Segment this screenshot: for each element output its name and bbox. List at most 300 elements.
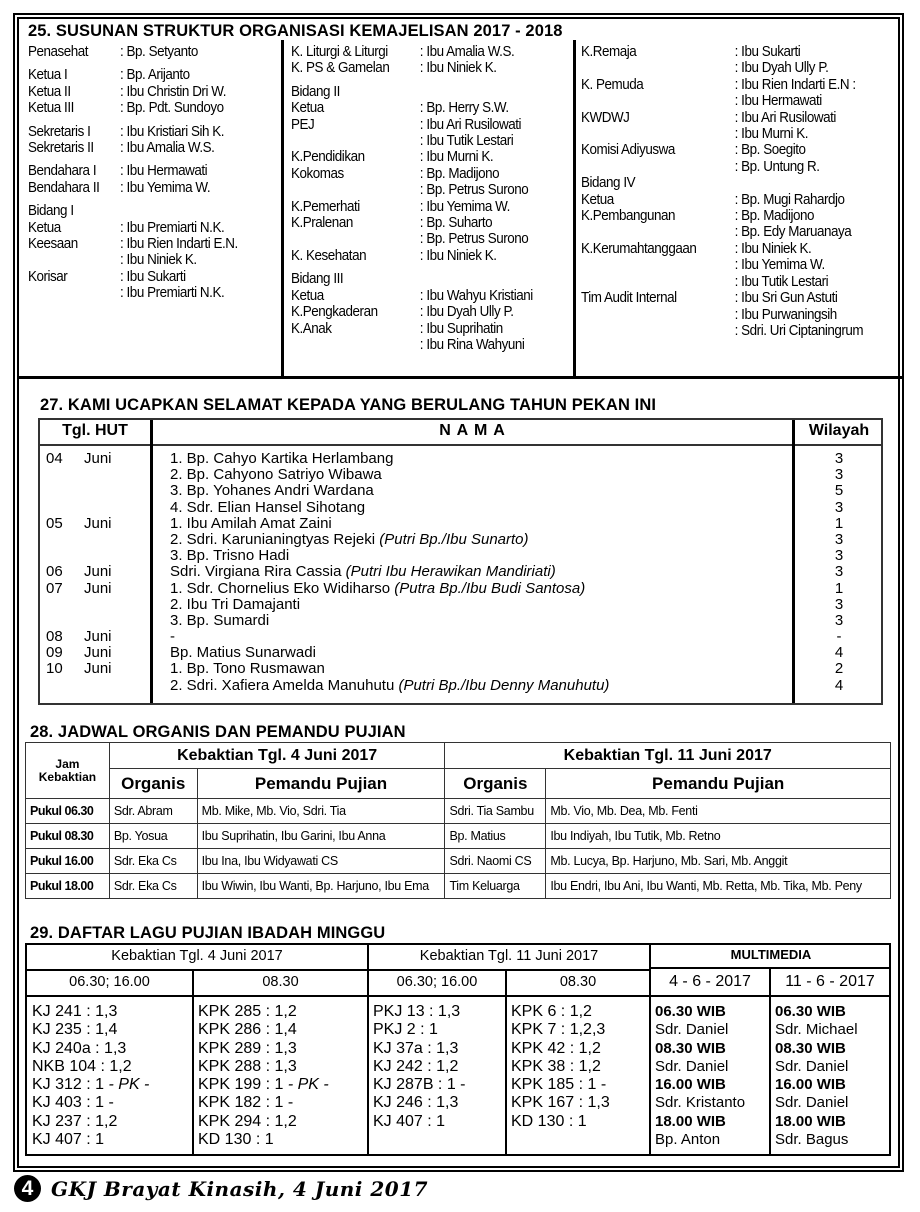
org-row	[291, 288, 567, 304]
month: Juni	[84, 644, 112, 662]
org-member: : Bp. Untung R.	[734, 158, 820, 175]
person-name: Bp. Matius Sunarwadi	[170, 644, 316, 662]
song-item: KPK 38 : 1,2	[511, 1057, 601, 1075]
song-ref: KJ 312 : 1	[32, 1076, 105, 1094]
song-item	[198, 1076, 329, 1094]
org-role: Bidang IV	[581, 175, 636, 192]
section-28-title: 28. JADWAL ORGANIS DAN PEMANDU PUJIAN	[30, 723, 406, 741]
org-row	[291, 166, 567, 182]
org-role: K.Anak	[291, 320, 332, 337]
org-role	[581, 159, 735, 175]
spacer	[28, 60, 276, 67]
birthday-date	[46, 467, 112, 483]
service-time: Pukul 06.30	[26, 799, 110, 824]
header-organist-2: Organis	[445, 769, 546, 799]
org-row	[581, 126, 894, 142]
org-member: : Bp. Madijono	[734, 208, 815, 225]
section-29-title: 29. DAFTAR LAGU PUJIAN IBADAH MINGGU	[30, 924, 386, 942]
org-member: : Sdri. Uri Ciptaningrum	[734, 322, 864, 339]
org-row	[581, 257, 894, 273]
multimedia-11-june	[775, 1003, 858, 1149]
song-item: KPK 294 : 1,2	[198, 1112, 297, 1130]
person-name: 4. Sdr. Elian Hansel Sihotang	[170, 498, 366, 516]
org-row	[581, 77, 894, 93]
person-name: 2. Sdri. Karunianingtyas Rejeki	[170, 530, 376, 548]
org-row	[291, 133, 567, 149]
organist-schedule-table	[25, 742, 891, 899]
org-member: : Ibu Dyah Ully P.	[419, 304, 514, 321]
song-item: KPK 285 : 1,2	[198, 1003, 297, 1020]
page-number-badge: 4	[14, 1175, 41, 1202]
org-member: : Ibu Niniek K.	[419, 60, 497, 77]
org-row	[581, 175, 894, 191]
column-divider	[281, 40, 284, 376]
org-role	[581, 274, 735, 290]
org-row	[291, 60, 567, 76]
org-role: Kokomas	[291, 165, 344, 182]
song-item: KJ 407 : 1	[32, 1131, 105, 1149]
page-footer	[14, 1175, 428, 1202]
org-role	[581, 257, 735, 273]
org-row	[28, 84, 276, 100]
org-role: Bendahara I	[28, 163, 97, 180]
birthday-date	[46, 581, 112, 597]
person-name: 1. Bp. Tono Rusmawan	[170, 660, 325, 678]
mm-time: 06.30 WIB	[655, 1003, 726, 1020]
org-member: : Ibu Suprihatin	[419, 320, 503, 337]
mm-time: 18.00 WIB	[775, 1112, 846, 1130]
worship-leaders-2: Ibu Endri, Ibu Ani, Ibu Wanti, Mb. Retta, Mb. Tika, Mb. Peny	[546, 874, 891, 899]
song-item: KPK 7 : 1,2,3	[511, 1021, 606, 1039]
org-row	[581, 110, 894, 126]
org-member: : Ibu Rina Wahyuni	[419, 336, 525, 353]
org-member: : Ibu Rien Indarti E.N :	[734, 76, 856, 93]
birthday-name	[170, 467, 609, 483]
org-row	[28, 163, 276, 179]
org-row	[291, 215, 567, 231]
org-row	[291, 199, 567, 215]
org-member: : Ibu Wahyu Kristiani	[419, 287, 533, 304]
song-item: KJ 241 : 1,3	[32, 1003, 118, 1020]
mm-time: 16.00 WIB	[655, 1076, 726, 1094]
birthday-name	[170, 597, 609, 613]
org-member: : Ibu Kristiari Sih K.	[120, 123, 225, 140]
song-item: KJ 235 : 1,4	[32, 1021, 118, 1039]
birthday-regions	[795, 451, 883, 694]
org-member: : Ibu Amalia W.S.	[120, 140, 215, 157]
org-row	[581, 142, 894, 158]
spacer	[28, 196, 276, 203]
org-row	[581, 93, 894, 109]
org-role: K. Kesehatan	[291, 247, 367, 264]
org-member: : Ibu Amalia W.S.	[419, 44, 515, 60]
org-role	[581, 126, 735, 142]
org-role: K.Kerumahtanggaan	[581, 240, 697, 257]
mm-time: 08.30 WIB	[655, 1039, 726, 1057]
region: -	[836, 628, 842, 646]
organist-1: Sdr. Eka Cs	[109, 849, 197, 874]
org-role: Bidang II	[291, 83, 340, 100]
divider	[505, 969, 507, 1154]
org-row	[291, 117, 567, 133]
spacer	[28, 117, 276, 124]
org-member: : Bp. Mugi Rahardjo	[734, 191, 845, 208]
org-role: K. Liturgi & Liturgi	[291, 44, 388, 60]
org-role: Tim Audit Internal	[581, 290, 677, 307]
mm-operator: Bp. Anton	[655, 1131, 721, 1149]
org-member: : Ibu Ari Rusilowati	[419, 116, 522, 133]
org-role: Komisi Adiyuswa	[581, 142, 675, 159]
org-role	[28, 285, 120, 301]
birthday-date	[46, 483, 112, 499]
region: 1	[834, 579, 844, 597]
mm-operator: Sdr. Daniel	[775, 1094, 849, 1112]
header-time-a-2: 06.30; 16.00	[396, 974, 478, 990]
service-time: Pukul 16.00	[26, 849, 110, 874]
org-member: : Ibu Sukarti	[120, 268, 186, 285]
org-row	[291, 321, 567, 337]
org-role	[291, 231, 420, 247]
org-member: : Ibu Christin Dri W.	[120, 83, 226, 100]
person-name: 2. Ibu Tri Damajanti	[170, 595, 301, 613]
org-column-1	[28, 44, 276, 302]
org-role: Bendahara II	[28, 179, 100, 196]
org-row	[581, 159, 894, 175]
org-row	[28, 100, 276, 116]
relation-note: (Putri Ibu Herawikan Mandiriati)	[345, 563, 556, 581]
region: 3	[834, 450, 844, 467]
songs-service-2-0830	[511, 1003, 610, 1131]
person-name: 1. Ibu Amilah Amat Zaini	[170, 514, 332, 532]
org-column-2	[291, 44, 567, 353]
org-member: : Ibu Dyah Ully P.	[734, 60, 829, 77]
org-row	[581, 192, 894, 208]
org-member: : Ibu Premiarti N.K.	[120, 285, 225, 302]
org-role: Sekretaris I	[28, 123, 91, 140]
org-role: Korisar	[28, 268, 68, 285]
region: 2	[834, 660, 844, 678]
mm-operator: Sdr. Daniel	[655, 1057, 729, 1075]
person-name: 3. Bp. Sumardi	[170, 611, 270, 629]
org-member: : Bp. Petrus Surono	[419, 231, 529, 248]
org-role: Ketua	[291, 100, 324, 117]
org-row	[291, 231, 567, 247]
song-item: KPK 167 : 1,3	[511, 1094, 610, 1112]
day: 10	[46, 660, 63, 678]
song-item: NKB 104 : 1,2	[32, 1057, 132, 1075]
person-name: 3. Bp. Yohanes Andri Wardana	[170, 482, 374, 500]
org-role: Bidang I	[28, 203, 74, 220]
org-role: PEJ	[291, 116, 315, 133]
person-name: 1. Sdr. Chornelius Eko Widiharso	[170, 579, 391, 597]
region: 3	[834, 611, 844, 629]
column-divider	[150, 420, 153, 703]
org-member: : Bp. Herry S.W.	[419, 100, 509, 117]
song-item: KJ 246 : 1,3	[373, 1094, 459, 1112]
organist-2: Sdri. Naomi CS	[445, 849, 546, 874]
month: Juni	[84, 628, 112, 646]
org-row	[291, 182, 567, 198]
org-row	[28, 67, 276, 83]
month: Juni	[84, 563, 112, 581]
org-role	[581, 60, 735, 76]
day: 09	[46, 644, 63, 662]
org-member: : Ibu Yemima W.	[419, 198, 510, 215]
birthday-names	[170, 451, 609, 694]
header-time-a-1: 06.30; 16.00	[69, 974, 150, 990]
person-name: 2. Sdri. Xafiera Amelda Manuhutu	[170, 676, 395, 694]
org-member: : Bp. Soegito	[734, 142, 806, 159]
divider	[27, 995, 889, 997]
org-member: : Bp. Edy Maruanaya	[734, 224, 852, 241]
region: 3	[834, 530, 844, 548]
region: 3	[834, 498, 844, 516]
org-role	[581, 93, 735, 109]
org-member: : Bp. Madijono	[419, 165, 500, 182]
birthday-name	[170, 678, 609, 694]
org-role: K.Pralenan	[291, 215, 353, 232]
org-member: : Ibu Premiarti N.K.	[120, 219, 225, 236]
section-divider	[17, 376, 902, 379]
org-row	[291, 149, 567, 165]
org-row	[28, 124, 276, 140]
org-role	[291, 182, 420, 198]
org-role: Bidang III	[291, 271, 344, 288]
org-column-3	[581, 44, 894, 339]
org-row	[28, 269, 276, 285]
song-item: KPK 6 : 1,2	[511, 1003, 592, 1020]
song-item: KPK 289 : 1,3	[198, 1039, 297, 1057]
org-row	[28, 140, 276, 156]
person-name: 1. Bp. Cahyo Kartika Herlambang	[170, 450, 394, 467]
schedule-row	[26, 874, 891, 899]
header-name: N A M A	[439, 422, 506, 439]
mm-time: 18.00 WIB	[655, 1112, 726, 1130]
header-time-b-2: 08.30	[559, 974, 597, 990]
song-item: KJ 240a : 1,3	[32, 1039, 127, 1057]
org-member: : Ibu Ari Rusilowati	[734, 109, 836, 126]
person-name: 2. Bp. Cahyono Satriyo Wibawa	[170, 466, 382, 484]
song-item: KD 130 : 1	[511, 1112, 587, 1130]
song-item: KPK 185 : 1 -	[511, 1076, 607, 1094]
day: 08	[46, 628, 63, 646]
birthday-name	[170, 483, 609, 499]
spacer	[291, 264, 567, 271]
worship-leaders-1: Ibu Ina, Ibu Widyawati CS	[197, 849, 445, 874]
birthday-date	[46, 597, 112, 613]
org-member: : Ibu Tutik Lestari	[419, 133, 514, 150]
spacer	[28, 156, 276, 163]
jam-label: Jam	[55, 756, 80, 771]
song-ref: KPK 199 : 1	[198, 1076, 284, 1094]
org-row	[291, 84, 567, 100]
birthday-name	[170, 581, 609, 597]
org-row	[28, 180, 276, 196]
schedule-row	[26, 849, 891, 874]
org-row	[291, 304, 567, 320]
header-service-2: Kebaktian Tgl. 11 Juni 2017	[419, 948, 599, 964]
org-role: Ketua I	[28, 67, 68, 84]
org-row	[291, 100, 567, 116]
region: 3	[834, 466, 844, 484]
organist-2: Tim Keluarga	[445, 874, 546, 899]
org-role	[581, 307, 735, 323]
month: Juni	[84, 514, 112, 532]
org-role: Ketua	[581, 191, 614, 208]
org-row	[291, 44, 567, 60]
birthday-date	[46, 661, 112, 677]
birthday-date	[46, 516, 112, 532]
service-time: Pukul 08.30	[26, 824, 110, 849]
header-service-1: Kebaktian Tgl. 4 Juni 2017	[111, 948, 283, 964]
schedule-row	[26, 799, 891, 824]
person-name: -	[170, 628, 175, 646]
song-item: PKJ 2 : 1	[373, 1021, 438, 1039]
birthday-date	[46, 678, 112, 694]
day: 06	[46, 563, 63, 581]
header-region: Wilayah	[808, 422, 870, 439]
org-member: : Bp. Arijanto	[120, 67, 190, 84]
birthday-date	[46, 548, 112, 564]
org-row	[581, 290, 894, 306]
region: 3	[834, 547, 844, 565]
song-item: KJ 237 : 1,2	[32, 1112, 118, 1130]
header-mm-date-2: 11 - 6 - 2017	[785, 973, 875, 990]
org-member: : Bp. Suharto	[419, 215, 493, 232]
org-member: : Ibu Hermawati	[734, 93, 822, 110]
day: 05	[46, 514, 63, 532]
organist-1: Sdr. Abram	[109, 799, 197, 824]
worship-leaders-1: Mb. Mike, Mb. Vio, Sdri. Tia	[197, 799, 445, 824]
song-item: KPK 288 : 1,3	[198, 1057, 297, 1075]
org-role: K. Pemuda	[581, 76, 644, 93]
kebaktian-label: Kebaktian	[38, 769, 97, 784]
org-row	[581, 274, 894, 290]
birthday-name	[170, 500, 609, 516]
day: 07	[46, 579, 63, 597]
header-worship-leader-2: Pemandu Pujian	[546, 769, 891, 799]
org-row	[28, 236, 276, 252]
mm-time: 06.30 WIB	[775, 1003, 846, 1020]
region: 4	[834, 644, 844, 662]
schedule-row	[26, 824, 891, 849]
header-time-b-1: 08.30	[262, 974, 299, 990]
org-member: : Ibu Sri Gun Astuti	[734, 290, 838, 307]
service-time: Pukul 18.00	[26, 874, 110, 899]
org-member: : Ibu Rien Indarti E.N.	[120, 236, 238, 253]
relation-note: (Putra Bp./Ibu Budi Santosa)	[394, 579, 586, 597]
org-row	[28, 252, 276, 268]
org-row	[581, 241, 894, 257]
birthday-name	[170, 451, 609, 467]
person-name: Sdri. Virgiana Rira Cassia	[170, 563, 342, 581]
song-item: KJ 242 : 1,2	[373, 1057, 459, 1075]
column-divider	[573, 40, 576, 376]
org-role: Keesaan	[28, 236, 78, 253]
org-member: : Ibu Murni K.	[734, 126, 809, 143]
org-role: K.Pembangunan	[581, 208, 676, 225]
song-item: KPK 182 : 1 -	[198, 1094, 294, 1112]
org-role: K.Pengkaderan	[291, 304, 378, 321]
org-row	[291, 248, 567, 264]
org-row	[581, 224, 894, 240]
org-member: : Ibu Hermawati	[120, 163, 208, 180]
org-row	[28, 285, 276, 301]
section-25-title: 25. SUSUNAN STRUKTUR ORGANISASI KEMAJELISAN 2017 - 2018	[28, 22, 563, 40]
birthday-name	[170, 629, 609, 645]
birthday-date	[46, 613, 112, 629]
region: 1	[834, 514, 844, 532]
org-member: : Ibu Yemima W.	[734, 257, 825, 274]
song-item: KD 130 : 1	[198, 1131, 274, 1149]
org-member: : Ibu Niniek K.	[734, 240, 812, 257]
song-item: KJ 37a : 1,3	[373, 1039, 459, 1057]
person-name: 3. Bp. Trisno Hadi	[170, 547, 290, 565]
song-item	[32, 1076, 149, 1094]
org-member: : Ibu Yemima W.	[120, 179, 211, 196]
org-role: K. PS & Gamelan	[291, 60, 390, 77]
org-role: KWDWJ	[581, 109, 630, 126]
org-row	[581, 44, 894, 60]
org-row	[581, 323, 894, 339]
worship-leaders-2: Mb. Vio, Mb. Dea, Mb. Fenti	[546, 799, 891, 824]
org-role: K.Pemerhati	[291, 198, 360, 215]
org-member: : Ibu Niniek K.	[419, 247, 497, 264]
mm-time: 16.00 WIB	[775, 1076, 846, 1094]
worship-leaders-2: Ibu Indiyah, Ibu Tutik, Mb. Retno	[546, 824, 891, 849]
birthday-name	[170, 645, 609, 661]
header-worship-leader-1: Pemandu Pujian	[197, 769, 445, 799]
org-role	[291, 337, 420, 353]
worship-leaders-2: Mb. Lucya, Bp. Harjuno, Mb. Sari, Mb. Anggit	[546, 849, 891, 874]
song-item: KPK 286 : 1,4	[198, 1021, 297, 1039]
divider	[651, 967, 891, 969]
org-row	[581, 60, 894, 76]
song-item: KJ 403 : 1 -	[32, 1094, 114, 1112]
org-role	[291, 133, 420, 149]
birthday-name	[170, 548, 609, 564]
header-service-time	[26, 743, 110, 799]
organist-1: Bp. Yosua	[109, 824, 197, 849]
day: 04	[46, 450, 63, 467]
org-role: Sekretaris II	[28, 140, 94, 157]
org-role: K.Remaja	[581, 44, 637, 60]
birthday-date	[46, 645, 112, 661]
org-role: Ketua III	[28, 100, 74, 117]
org-role: Penasehat	[28, 44, 89, 60]
birthday-table	[38, 418, 883, 705]
region: 3	[834, 595, 844, 613]
birthday-date	[46, 451, 112, 467]
birthday-name	[170, 661, 609, 677]
footer-church-date: GKJ Brayat Kinasih, 4 Juni 2017	[51, 1176, 429, 1201]
org-member: : Ibu Purwaningsih	[734, 306, 837, 323]
org-role	[28, 252, 120, 268]
mm-operator: Sdr. Daniel	[655, 1021, 729, 1039]
org-row	[581, 208, 894, 224]
header-mm-date-1: 4 - 6 - 2017	[669, 973, 751, 990]
song-item: KJ 287B : 1 -	[373, 1076, 466, 1094]
pk-note: - PK -	[104, 1076, 150, 1094]
header-organist-1: Organis	[109, 769, 197, 799]
multimedia-4-june	[655, 1003, 745, 1149]
org-row	[581, 307, 894, 323]
spacer	[291, 77, 567, 84]
mm-operator: Sdr. Daniel	[775, 1057, 849, 1075]
song-item: KJ 407 : 1	[373, 1112, 446, 1130]
region: 5	[834, 482, 844, 500]
org-role: Ketua II	[28, 83, 71, 100]
